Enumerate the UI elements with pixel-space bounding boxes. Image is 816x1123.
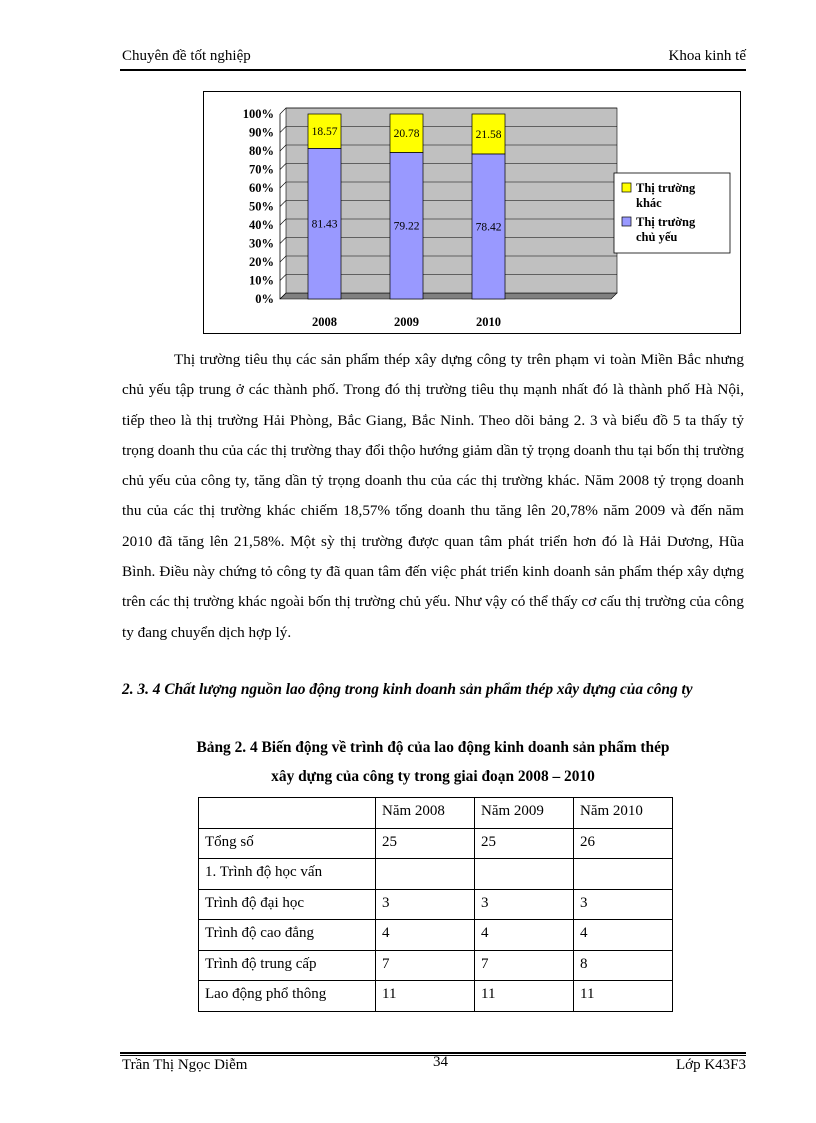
table-cell: Trình độ cao đẳng (199, 920, 376, 951)
table-cell: 11 (376, 981, 475, 1012)
table-row (199, 950, 673, 981)
body-paragraph (122, 345, 744, 648)
y-tick-label: 20% (249, 255, 274, 269)
table-cell: Trình độ đại học (199, 889, 376, 920)
y-tick-label: 50% (249, 199, 274, 214)
data-label: 78.42 (475, 221, 502, 234)
y-tick-label: 30% (249, 236, 274, 251)
table-cell: 25 (376, 828, 475, 859)
table-header-cell: Năm 2009 (475, 798, 574, 829)
table-header-cell: Năm 2010 (574, 798, 673, 829)
table-cell: Trình độ trung cấp (199, 950, 376, 981)
table-cell: 3 (376, 889, 475, 920)
table-cell (574, 859, 673, 890)
x-tick-label: 2010 (476, 315, 501, 329)
table-caption-line2: xây dựng của công ty trong giai đoạn 2008 – 2010 (271, 768, 595, 785)
data-label: 18.57 (311, 126, 338, 139)
section-heading: 2. 3. 4 Chất lượng nguồn lao động trong kinh doanh sản phẩm thép xây dựng của công ty (122, 681, 693, 698)
table-cell: 4 (574, 920, 673, 951)
footer-author: Trần Thị Ngọc Diễm (122, 1057, 248, 1073)
y-tick-label: 40% (249, 218, 274, 232)
table-cell (376, 859, 475, 890)
table-cell: 8 (574, 950, 673, 981)
table-header-row (199, 798, 673, 829)
table-cell: 25 (475, 828, 574, 859)
table-cell: 3 (475, 889, 574, 920)
stacked-bar-chart (203, 91, 741, 334)
table-cell (475, 859, 574, 890)
header-right: Khoa kinh tế (668, 48, 746, 64)
header-left: Chuyên đề tốt nghiệp (122, 48, 251, 64)
table-cell: 4 (376, 920, 475, 951)
table-row (199, 828, 673, 859)
table-cell: 3 (574, 889, 673, 920)
footer-class: Lớp K43F3 (675, 1057, 746, 1073)
table-cell: Tổng số (199, 828, 376, 859)
legend-swatch (622, 183, 631, 192)
table-cell: 7 (376, 950, 475, 981)
x-tick-label: 2009 (394, 315, 419, 329)
table-caption-line1: Bảng 2. 4 Biến động về trình độ của lao động kinh doanh sản phẩm thép (196, 739, 670, 756)
labor-table (198, 797, 673, 1012)
header-rule (120, 69, 746, 71)
table-header-cell (199, 798, 376, 829)
legend-label: Thị trường chủ yếu (636, 215, 696, 244)
page-number: 34 (433, 1054, 448, 1070)
table-cell: 1. Trình độ học vấn (199, 859, 376, 890)
y-tick-label: 0% (255, 292, 274, 306)
table-cell: 4 (475, 920, 574, 951)
legend-swatch (622, 217, 631, 226)
table-cell: 26 (574, 828, 673, 859)
y-tick-label: 80% (249, 144, 274, 158)
paragraph-text: Thị trường tiêu thụ các sản phẩm thép xây dựng công ty trên phạm vi toàn Miền Bắc nhưng chủ yếu tập trung ở các thành phố. Trong đó thị trường tiêu thụ mạnh nhất đó là thành phố Hà Nội, tiếp theo là thị trường Hải Phòng, Bắc Giang, Bắc Ninh. Theo dõi bảng 2. 3 và biểu đồ 5 ta thấy tỷ trọng doanh thu của các thị trường thay đổi thộo hướng giảm dần tỷ trọng doanh thu tại bốn thị trường chủ yếu của công ty, tăng dần tỷ trọng doanh thu của các thị trường khác. Năm 2008 tỷ trọng doanh thu của các thị trường khác chiếm 18,57% tổng doanh thu tăng lên 20,78% năm 2009 và đến năm 2010 đã tăng lên 21,58%. Một sỳ thị trường được quan tâm phát triển hơn đó là Hải Dương, Hũa Bình. Điều này chứng tỏ công ty đã quan tâm đến việc phát triển kinh doanh sản phẩm thép xây dựng trên các thị trường khác ngoài bốn thị trường chủ yếu. Như vậy có thể thấy cơ cấu thị trường của công ty đang chuyển dịch hợp lý. (122, 351, 744, 641)
y-tick-label: 60% (249, 181, 274, 195)
y-tick-label: 100% (242, 107, 274, 121)
table-cell: 7 (475, 950, 574, 981)
table-row (199, 920, 673, 951)
data-label: 20.78 (393, 128, 420, 141)
table-row (199, 859, 673, 890)
x-tick-label: 2008 (312, 315, 337, 329)
table-cell: 11 (574, 981, 673, 1012)
legend-label: Thị trường khác (636, 181, 696, 210)
y-tick-label: 90% (249, 125, 274, 140)
table-header-cell: Năm 2008 (376, 798, 475, 829)
table-row (199, 889, 673, 920)
chart-legend (614, 173, 730, 253)
y-tick-label: 10% (249, 273, 274, 288)
data-label: 79.22 (393, 220, 420, 233)
table-cell: Lao động phổ thông (199, 981, 376, 1012)
table-cell: 11 (475, 981, 574, 1012)
data-label: 81.43 (311, 218, 338, 231)
table-row (199, 981, 673, 1012)
y-tick-label: 70% (249, 162, 274, 177)
data-label: 21.58 (475, 128, 502, 141)
